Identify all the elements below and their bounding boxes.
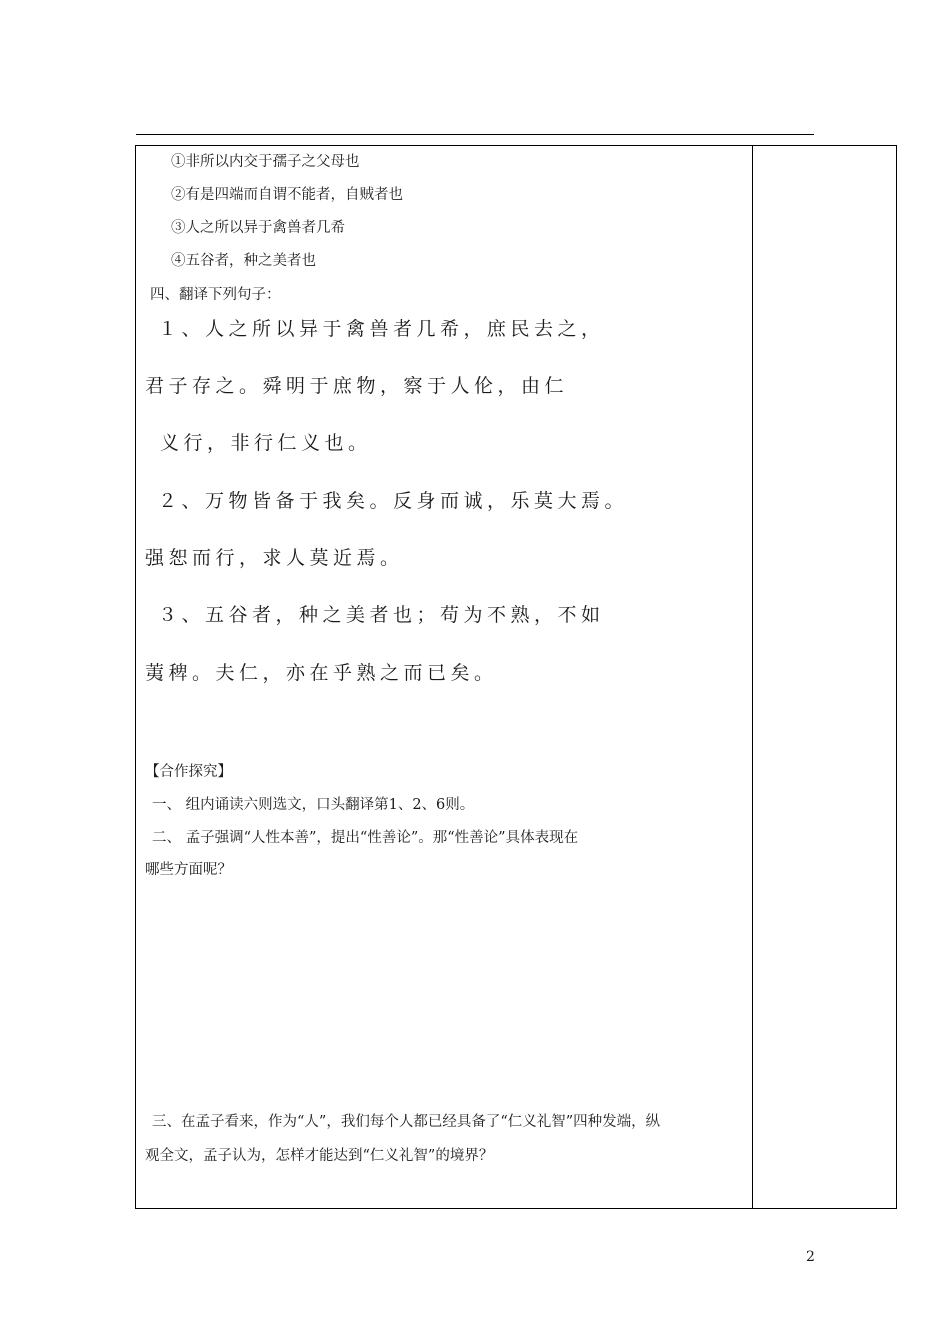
header-rule	[136, 134, 814, 135]
question-2-continued: 哪些方面呢？	[145, 862, 232, 878]
page-number: 2	[806, 1249, 815, 1265]
translation-line: １、人之所以异于禽兽者几希，庶民去之，	[158, 318, 605, 340]
translation-line: 义行，非行仁义也。	[160, 432, 372, 454]
translation-line: 荑稗。夫仁，亦在乎熟之而已矣。	[145, 662, 498, 684]
translation-line: 君子存之。舜明于庶物，察于人伦，由仁	[145, 375, 569, 397]
question-1: 一、 组内诵读六则选文，口头翻译第1、2、6则。	[152, 797, 475, 813]
option-4: ④五谷者，种之美者也	[171, 253, 316, 269]
section-4-heading: 四、翻译下列句子：	[150, 287, 281, 303]
option-2: ②有是四端而自谓不能者，自贼者也	[171, 187, 403, 203]
translation-line: ２、万物皆备于我矣。反身而诚，乐莫大焉。	[158, 490, 629, 512]
translation-line: 强恕而行，求人莫近焉。	[145, 547, 404, 569]
question-2: 二、 孟子强调“人性本善”，提出“性善论”。那“性善论”具体表现在	[152, 830, 579, 846]
notes-column-divider	[752, 145, 753, 1209]
translation-line: ３、五谷者，种之美者也；苟为不熟，不如	[158, 604, 605, 626]
question-3: 三、在孟子看来，作为“人”，我们每个人都已经具备了“仁义礼智”四种发端，纵	[152, 1114, 661, 1130]
cooperation-heading: 【合作探究】	[145, 764, 232, 780]
question-3-continued: 观全文，孟子认为，怎样才能达到“仁义礼智”的境界？	[145, 1148, 494, 1164]
option-3: ③人之所以异于禽兽者几希	[171, 220, 345, 236]
option-1: ①非所以内交于孺子之父母也	[171, 154, 360, 170]
